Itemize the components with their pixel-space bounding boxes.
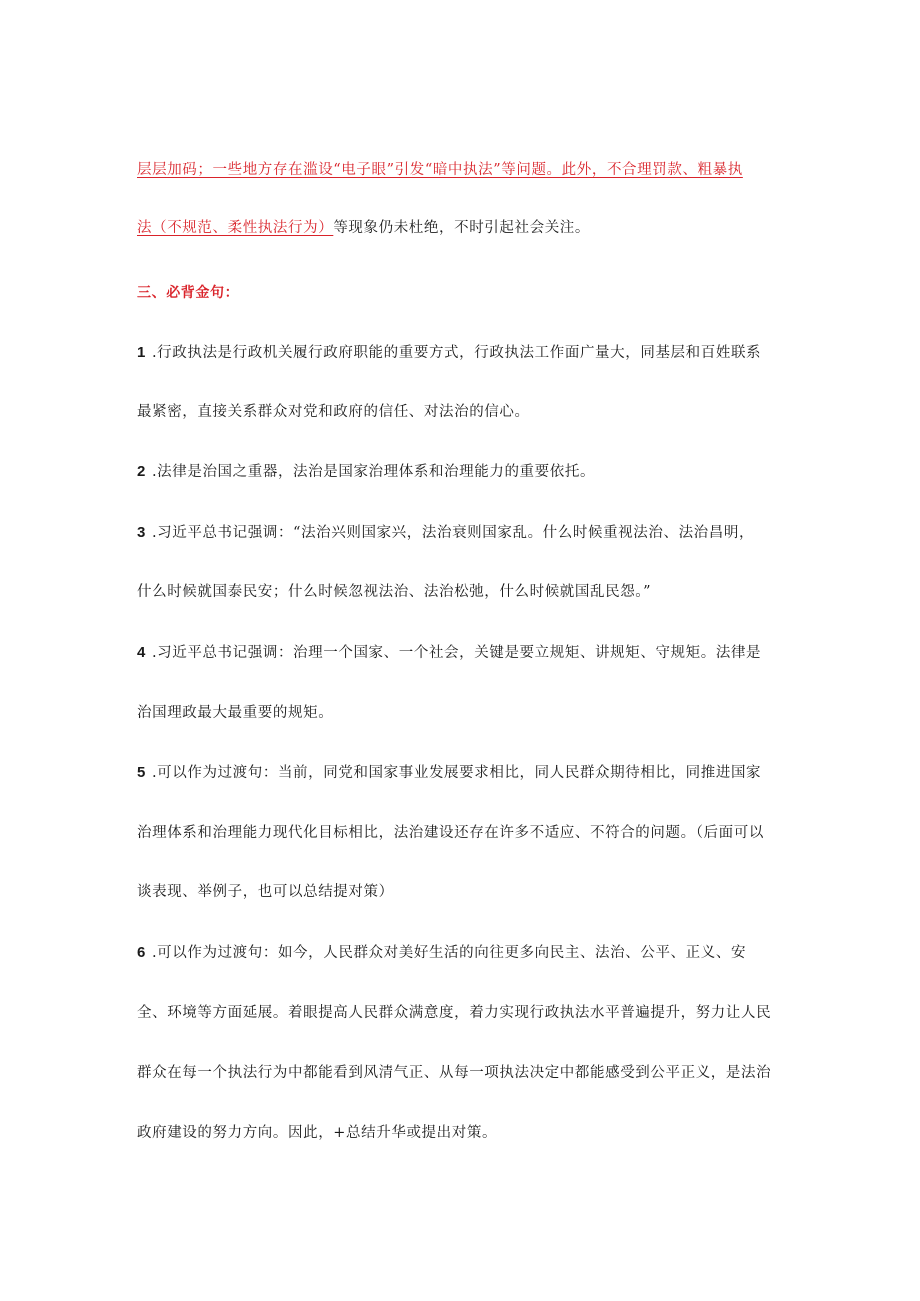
list-item-number: 3 [137, 524, 146, 541]
list-item-4-line-1 [137, 643, 761, 663]
list-item-text: .法律是治国之重器，法治是国家治理体系和治理能力的重要依托。 [151, 464, 596, 480]
list-item-number: 5 [137, 764, 146, 781]
list-item-1-line-1 [137, 343, 761, 363]
list-item-number: 1 [137, 344, 146, 361]
list-item-6-line-4: 政府建设的努力方向。因此，+总结升华或提出对策。 [137, 1125, 498, 1141]
list-item-text: .习近平总书记强调：治理一个国家、一个社会，关键是要立规矩、讲规矩、守规矩。法律是 [151, 645, 762, 661]
list-item-5-line-1 [137, 763, 761, 783]
list-item-5-line-2: 治理体系和治理能力现代化目标相比，法治建设还存在许多不适应、不符合的问题。（后面可以 [137, 825, 764, 841]
list-item-text: .可以作为过渡句：当前，同党和国家事业发展要求相比，同人民群众期待相比，同推进国家 [151, 765, 762, 781]
intro-line-1 [137, 160, 743, 180]
intro-line-1-text: 层层加码；一些地方存在滥设“电子眼”引发“暗中执法”等问题。此外，不合理罚款、粗暴执 [137, 162, 743, 178]
list-item-6-line-1 [137, 943, 746, 963]
intro-line-2-red: 法（不规范、柔性执法行为） [137, 220, 334, 236]
list-item-6-line-3: 群众在每一个执法行为中都能看到风清气正、从每一项执法决定中都能感受到公平正义，是法治 [137, 1065, 772, 1081]
list-item-5-line-3: 谈表现、举例子，也可以总结提对策） [137, 884, 394, 900]
list-item-2-line-1 [137, 462, 595, 482]
list-item-number: 6 [137, 944, 146, 961]
list-item-3-line-1 [137, 523, 754, 543]
list-item-3-line-2: 什么时候就国泰民安；什么时候忽视法治、法治松弛，什么时候就国乱民怨。” [137, 584, 652, 600]
list-item-1-line-2: 最紧密，直接关系群众对党和政府的信任、对法治的信心。 [137, 404, 530, 420]
section-heading: 三、必背金句： [137, 285, 240, 301]
list-item-6-line-2: 全、环境等方面延展。着眼提高人民群众满意度，着力实现行政执法水平普遍提升，努力让人民 [137, 1005, 772, 1021]
intro-line-2 [137, 218, 590, 238]
list-item-number: 4 [137, 644, 146, 661]
list-item-4-line-2: 治国理政最大最重要的规矩。 [137, 705, 334, 721]
intro-line-2-rest: 等现象仍未杜绝，不时引起社会关注。 [333, 220, 591, 236]
list-item-text: .习近平总书记强调：“法治兴则国家兴，法治衰则国家乱。什么时候重视法治、法治昌明， [151, 525, 755, 541]
list-item-text: .行政执法是行政机关履行政府职能的重要方式，行政执法工作面广量大，同基层和百姓联系 [151, 345, 762, 361]
list-item-text: .可以作为过渡句：如今，人民群众对美好生活的向往更多向民主、法治、公平、正义、安 [151, 945, 747, 961]
list-item-number: 2 [137, 463, 146, 480]
